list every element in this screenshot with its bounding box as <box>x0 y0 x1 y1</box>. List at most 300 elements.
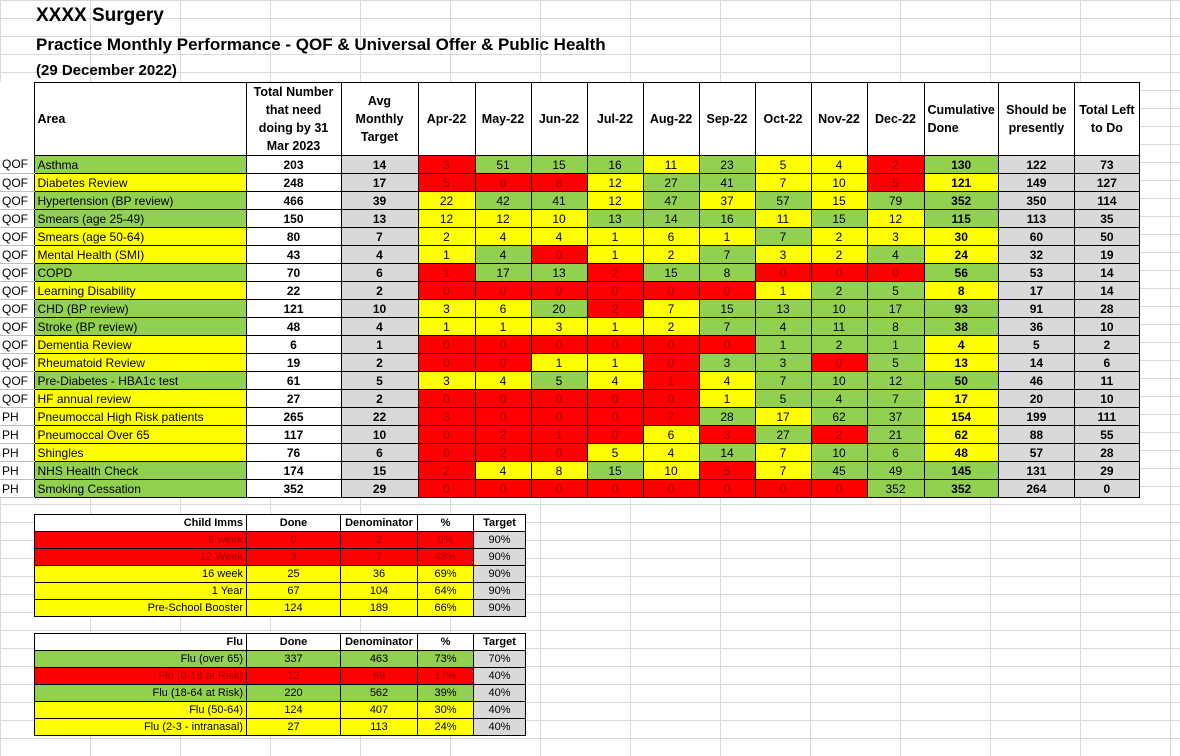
child-imms-denominator: 104 <box>341 583 418 600</box>
row-month-value: 2 <box>587 264 643 282</box>
flu-percent: 73% <box>418 651 474 668</box>
table-row <box>0 372 1139 390</box>
row-prefix: QOF <box>0 246 34 264</box>
row-prefix: PH <box>0 426 34 444</box>
row-area: COPD <box>34 264 246 282</box>
flu-header-done: Done <box>247 634 341 651</box>
row-avg-target: 39 <box>341 192 418 210</box>
row-cumulative: 56 <box>924 264 998 282</box>
row-month-value: 0 <box>587 336 643 354</box>
row-area: Pneumoccal High Risk patients <box>34 408 246 426</box>
flu-percent: 24% <box>418 719 474 736</box>
row-month-value: 17 <box>867 300 924 318</box>
child-imms-target: 90% <box>474 566 526 583</box>
row-month-value: 21 <box>867 426 924 444</box>
table-row <box>0 426 1139 444</box>
child-imms-header-label: Child Imms <box>35 515 247 532</box>
child-imms-header-done: Done <box>247 515 341 532</box>
row-month-value: 3 <box>531 318 587 336</box>
table-row <box>0 282 1139 300</box>
row-month-value: 12 <box>418 210 475 228</box>
row-month-value: 13 <box>587 210 643 228</box>
row-area: CHD (BP review) <box>34 300 246 318</box>
row-prefix: QOF <box>0 156 34 174</box>
row-cumulative: 130 <box>924 156 998 174</box>
row-prefix: QOF <box>0 354 34 372</box>
row-total: 150 <box>246 210 341 228</box>
flu-label: Flu (2-3 - intranasal) <box>35 719 247 736</box>
flu-denominator: 562 <box>341 685 418 702</box>
child-imms-label: 12 Week <box>35 549 247 566</box>
child-imms-row <box>35 549 526 566</box>
row-avg-target: 1 <box>341 336 418 354</box>
row-should-be: 131 <box>998 462 1074 480</box>
row-total: 466 <box>246 192 341 210</box>
row-month-value: 7 <box>867 390 924 408</box>
row-month-value: 0 <box>643 336 699 354</box>
table-row <box>0 354 1139 372</box>
row-total: 6 <box>246 336 341 354</box>
row-should-be: 36 <box>998 318 1074 336</box>
row-month-value: 0 <box>418 426 475 444</box>
row-month-value: 8 <box>867 318 924 336</box>
row-total-left: 28 <box>1074 444 1139 462</box>
row-prefix: PH <box>0 480 34 498</box>
row-month-value: 12 <box>867 372 924 390</box>
row-month-value: 7 <box>699 318 755 336</box>
row-month-value: 0 <box>531 390 587 408</box>
table-row <box>0 246 1139 264</box>
flu-target: 70% <box>474 651 526 668</box>
header-month: May-22 <box>475 83 531 156</box>
row-month-value: 4 <box>811 390 867 408</box>
row-total: 121 <box>246 300 341 318</box>
row-month-value: 17 <box>755 408 811 426</box>
row-month-value: 7 <box>643 408 699 426</box>
row-cumulative: 62 <box>924 426 998 444</box>
row-month-value: 0 <box>475 480 531 498</box>
row-area: Shingles <box>34 444 246 462</box>
child-imms-percent: 0% <box>418 532 474 549</box>
child-imms-target: 90% <box>474 583 526 600</box>
row-month-value: 79 <box>867 192 924 210</box>
row-month-value: 4 <box>475 246 531 264</box>
row-month-value: 41 <box>531 192 587 210</box>
row-month-value: 11 <box>811 318 867 336</box>
row-month-value: 0 <box>699 480 755 498</box>
header-month: Oct-22 <box>755 83 811 156</box>
row-prefix: QOF <box>0 282 34 300</box>
row-cumulative: 17 <box>924 390 998 408</box>
row-month-value: 6 <box>867 444 924 462</box>
row-month-value: 2 <box>418 228 475 246</box>
row-month-value: 0 <box>531 480 587 498</box>
row-month-value: 13 <box>755 300 811 318</box>
row-area: Diabetes Review <box>34 174 246 192</box>
row-month-value: 5 <box>867 354 924 372</box>
row-month-value: 17 <box>475 264 531 282</box>
row-should-be: 32 <box>998 246 1074 264</box>
row-month-value: 16 <box>699 210 755 228</box>
child-imms-body <box>35 515 526 617</box>
table-row <box>0 336 1139 354</box>
row-month-value: 0 <box>643 354 699 372</box>
row-total: 174 <box>246 462 341 480</box>
flu-percent: 39% <box>418 685 474 702</box>
child-imms-label: 16 week <box>35 566 247 583</box>
row-month-value: 5 <box>418 174 475 192</box>
row-total-left: 35 <box>1074 210 1139 228</box>
row-should-be: 113 <box>998 210 1074 228</box>
flu-row <box>35 719 526 736</box>
row-month-value: 0 <box>418 282 475 300</box>
child-imms-table <box>34 514 526 617</box>
row-month-value: 3 <box>699 426 755 444</box>
row-month-value: 6 <box>475 174 531 192</box>
row-month-value: 6 <box>475 300 531 318</box>
child-imms-done: 124 <box>247 600 341 617</box>
flu-table <box>34 633 526 736</box>
row-month-value: 5 <box>755 156 811 174</box>
page-subtitle: Practice Monthly Performance - QOF & Universal Offer & Public Health <box>36 35 606 54</box>
performance-table <box>0 82 1140 498</box>
row-total: 61 <box>246 372 341 390</box>
row-month-value: 8 <box>699 264 755 282</box>
row-month-value: 12 <box>587 174 643 192</box>
child-imms-percent: 66% <box>418 600 474 617</box>
header-avg: Avg Monthly Target <box>341 83 418 156</box>
row-avg-target: 7 <box>341 228 418 246</box>
row-prefix: PH <box>0 444 34 462</box>
row-month-value: 15 <box>811 192 867 210</box>
row-month-value: 0 <box>475 282 531 300</box>
row-month-value: 7 <box>699 246 755 264</box>
row-month-value: 5 <box>755 390 811 408</box>
row-prefix: QOF <box>0 390 34 408</box>
row-month-value: 15 <box>699 300 755 318</box>
flu-row <box>35 702 526 719</box>
row-cumulative: 50 <box>924 372 998 390</box>
row-month-value: 0 <box>811 264 867 282</box>
row-cumulative: 38 <box>924 318 998 336</box>
row-month-value: 11 <box>755 210 811 228</box>
child-imms-target: 90% <box>474 549 526 566</box>
row-month-value: 27 <box>755 426 811 444</box>
row-month-value: 28 <box>699 408 755 426</box>
row-month-value: 37 <box>699 192 755 210</box>
row-avg-target: 10 <box>341 300 418 318</box>
child-imms-percent: 64% <box>418 583 474 600</box>
row-month-value: 2 <box>643 318 699 336</box>
flu-percent: 17% <box>418 668 474 685</box>
flu-denominator: 407 <box>341 702 418 719</box>
row-month-value: 1 <box>699 390 755 408</box>
child-imms-header-denominator: Denominator <box>341 515 418 532</box>
row-should-be: 14 <box>998 354 1074 372</box>
flu-done: 220 <box>247 685 341 702</box>
row-month-value: 352 <box>867 480 924 498</box>
row-area: Dementia Review <box>34 336 246 354</box>
header-month: Jul-22 <box>587 83 643 156</box>
row-should-be: 5 <box>998 336 1074 354</box>
flu-row <box>35 651 526 668</box>
row-area: Asthma <box>34 156 246 174</box>
row-total: 22 <box>246 282 341 300</box>
row-total-left: 29 <box>1074 462 1139 480</box>
row-prefix: QOF <box>0 300 34 318</box>
row-avg-target: 6 <box>341 444 418 462</box>
row-total-left: 50 <box>1074 228 1139 246</box>
table-row <box>0 174 1139 192</box>
row-cumulative: 352 <box>924 192 998 210</box>
row-total: 76 <box>246 444 341 462</box>
row-total: 352 <box>246 480 341 498</box>
row-cumulative: 48 <box>924 444 998 462</box>
row-total-left: 6 <box>1074 354 1139 372</box>
row-avg-target: 2 <box>341 390 418 408</box>
row-month-value: 1 <box>699 228 755 246</box>
row-month-value: 10 <box>811 372 867 390</box>
row-prefix: QOF <box>0 336 34 354</box>
row-should-be: 199 <box>998 408 1074 426</box>
row-month-value: 0 <box>531 336 587 354</box>
row-month-value: 42 <box>475 192 531 210</box>
child-imms-done: 3 <box>247 549 341 566</box>
row-total-left: 10 <box>1074 390 1139 408</box>
row-area: Smears (age 50-64) <box>34 228 246 246</box>
row-month-value: 4 <box>531 228 587 246</box>
row-month-value: 10 <box>531 210 587 228</box>
flu-label: Flu (50-64) <box>35 702 247 719</box>
table-row <box>0 480 1139 498</box>
row-month-value: 49 <box>867 462 924 480</box>
header-month: Jun-22 <box>531 83 587 156</box>
row-month-value: 2 <box>811 246 867 264</box>
row-month-value: 5 <box>699 462 755 480</box>
row-month-value: 0 <box>418 336 475 354</box>
row-month-value: 11 <box>643 156 699 174</box>
row-cumulative: 352 <box>924 480 998 498</box>
row-month-value: 62 <box>811 408 867 426</box>
row-month-value: 2 <box>587 300 643 318</box>
row-month-value: 3 <box>699 354 755 372</box>
row-month-value: 12 <box>867 210 924 228</box>
flu-target: 40% <box>474 719 526 736</box>
row-month-value: 51 <box>475 156 531 174</box>
flu-done: 27 <box>247 719 341 736</box>
row-total-left: 28 <box>1074 300 1139 318</box>
row-month-value: 0 <box>475 390 531 408</box>
row-month-value: 2 <box>475 426 531 444</box>
child-imms-percent: 69% <box>418 566 474 583</box>
header-prefix-cell <box>0 83 34 156</box>
row-cumulative: 145 <box>924 462 998 480</box>
row-month-value: 2 <box>811 228 867 246</box>
header-should: Should be presently <box>998 83 1074 156</box>
row-month-value: 14 <box>699 444 755 462</box>
row-avg-target: 17 <box>341 174 418 192</box>
row-month-value: 0 <box>418 444 475 462</box>
row-month-value: 6 <box>643 426 699 444</box>
row-month-value: 3 <box>418 156 475 174</box>
row-month-value: 3 <box>755 354 811 372</box>
child-imms-denominator: 2 <box>341 532 418 549</box>
row-area: Hypertension (BP review) <box>34 192 246 210</box>
row-should-be: 60 <box>998 228 1074 246</box>
row-area: Rheumatoid Review <box>34 354 246 372</box>
row-avg-target: 4 <box>341 246 418 264</box>
row-prefix: QOF <box>0 264 34 282</box>
row-should-be: 46 <box>998 372 1074 390</box>
row-total-left: 10 <box>1074 318 1139 336</box>
row-avg-target: 4 <box>341 318 418 336</box>
row-cumulative: 121 <box>924 174 998 192</box>
row-area: Mental Health (SMI) <box>34 246 246 264</box>
child-imms-target: 90% <box>474 532 526 549</box>
row-month-value: 8 <box>531 174 587 192</box>
flu-header-row <box>35 634 526 651</box>
row-month-value: 7 <box>755 444 811 462</box>
row-month-value: 4 <box>867 246 924 264</box>
row-month-value: 2 <box>418 462 475 480</box>
row-month-value: 16 <box>587 156 643 174</box>
row-month-value: 4 <box>755 318 811 336</box>
row-month-value: 1 <box>755 336 811 354</box>
row-should-be: 17 <box>998 282 1074 300</box>
row-total-left: 0 <box>1074 480 1139 498</box>
row-month-value: 4 <box>475 228 531 246</box>
flu-target: 40% <box>474 702 526 719</box>
flu-denominator: 113 <box>341 719 418 736</box>
row-month-value: 1 <box>531 354 587 372</box>
table-row <box>0 390 1139 408</box>
row-month-value: 5 <box>867 282 924 300</box>
row-should-be: 350 <box>998 192 1074 210</box>
flu-percent: 30% <box>418 702 474 719</box>
row-prefix: QOF <box>0 210 34 228</box>
header-month: Apr-22 <box>418 83 475 156</box>
row-month-value: 0 <box>475 408 531 426</box>
row-month-value: 0 <box>531 246 587 264</box>
row-month-value: 0 <box>418 390 475 408</box>
row-prefix: PH <box>0 462 34 480</box>
flu-label: Flu (0-18 at Risk) <box>35 668 247 685</box>
flu-done: 337 <box>247 651 341 668</box>
row-avg-target: 2 <box>341 354 418 372</box>
child-imms-done: 0 <box>247 532 341 549</box>
row-should-be: 264 <box>998 480 1074 498</box>
performance-table-body <box>0 156 1139 498</box>
row-month-value: 4 <box>475 462 531 480</box>
row-month-value: 2 <box>475 444 531 462</box>
row-total: 19 <box>246 354 341 372</box>
row-month-value: 0 <box>531 408 587 426</box>
row-month-value: 7 <box>643 300 699 318</box>
row-should-be: 149 <box>998 174 1074 192</box>
row-total: 43 <box>246 246 341 264</box>
row-month-value: 10 <box>811 444 867 462</box>
row-month-value: 0 <box>755 480 811 498</box>
row-month-value: 10 <box>811 300 867 318</box>
row-month-value: 1 <box>418 246 475 264</box>
row-month-value: 0 <box>867 264 924 282</box>
row-month-value: 10 <box>811 174 867 192</box>
row-month-value: 1 <box>531 426 587 444</box>
child-imms-row <box>35 566 526 583</box>
row-prefix: PH <box>0 408 34 426</box>
row-total-left: 114 <box>1074 192 1139 210</box>
row-month-value: 4 <box>699 372 755 390</box>
row-total-left: 11 <box>1074 372 1139 390</box>
row-month-value: 1 <box>643 372 699 390</box>
flu-header-label: Flu <box>35 634 247 651</box>
row-month-value: 0 <box>475 354 531 372</box>
header-left: Total Left to Do <box>1074 83 1139 156</box>
row-total-left: 111 <box>1074 408 1139 426</box>
header-month: Sep-22 <box>699 83 755 156</box>
row-month-value: 0 <box>531 282 587 300</box>
row-total: 70 <box>246 264 341 282</box>
row-month-value: 1 <box>755 282 811 300</box>
row-month-value: 3 <box>867 228 924 246</box>
row-area: Learning Disability <box>34 282 246 300</box>
row-month-value: 7 <box>755 228 811 246</box>
header-month: Nov-22 <box>811 83 867 156</box>
row-month-value: 0 <box>587 480 643 498</box>
header-total: Total Number that need doing by 31 Mar 2023 <box>246 83 341 156</box>
row-month-value: 2 <box>643 246 699 264</box>
row-total-left: 14 <box>1074 264 1139 282</box>
row-month-value: 4 <box>643 444 699 462</box>
row-month-value: 2 <box>811 426 867 444</box>
row-avg-target: 13 <box>341 210 418 228</box>
row-should-be: 91 <box>998 300 1074 318</box>
row-month-value: 0 <box>643 480 699 498</box>
row-prefix: QOF <box>0 192 34 210</box>
child-imms-denominator: 36 <box>341 566 418 583</box>
row-month-value: 0 <box>811 354 867 372</box>
flu-done: 124 <box>247 702 341 719</box>
flu-label: Flu (over 65) <box>35 651 247 668</box>
row-month-value: 12 <box>475 210 531 228</box>
row-cumulative: 4 <box>924 336 998 354</box>
row-month-value: 6 <box>643 228 699 246</box>
row-month-value: 15 <box>643 264 699 282</box>
row-month-value: 2 <box>867 156 924 174</box>
child-imms-header-target: Target <box>474 515 526 532</box>
row-should-be: 122 <box>998 156 1074 174</box>
row-total: 265 <box>246 408 341 426</box>
row-avg-target: 2 <box>341 282 418 300</box>
row-avg-target: 5 <box>341 372 418 390</box>
row-month-value: 8 <box>531 462 587 480</box>
row-avg-target: 29 <box>341 480 418 498</box>
row-avg-target: 22 <box>341 408 418 426</box>
table-row <box>0 318 1139 336</box>
row-total: 248 <box>246 174 341 192</box>
row-month-value: 4 <box>475 372 531 390</box>
row-month-value: 27 <box>643 174 699 192</box>
row-month-value: 20 <box>531 300 587 318</box>
header-area: Area <box>34 83 246 156</box>
row-cumulative: 24 <box>924 246 998 264</box>
row-month-value: 0 <box>475 336 531 354</box>
row-prefix: QOF <box>0 318 34 336</box>
row-total-left: 2 <box>1074 336 1139 354</box>
flu-denominator: 69 <box>341 668 418 685</box>
row-month-value: 47 <box>643 192 699 210</box>
header-month: Dec-22 <box>867 83 924 156</box>
